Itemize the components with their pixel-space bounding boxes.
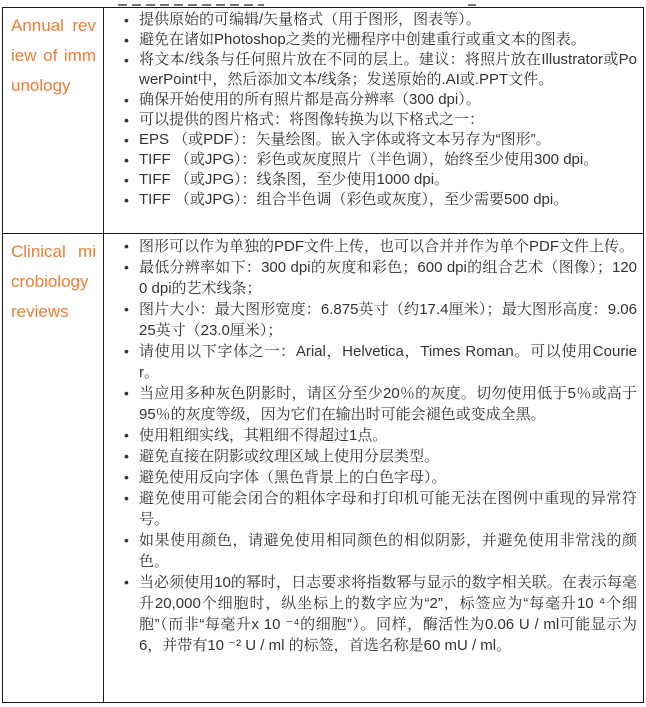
bullet-item: • 避免直接在阴影或纹理区域上使用分层类型。: [139, 446, 637, 467]
bullet-item: • 如果使用颜色，请避免使用相同颜色的相似阴影，并避免使用非常浅的颜色。: [139, 530, 637, 572]
bullet-item: • 避免在诸如Photoshop之类的光栅程序中创建重行或重文本的图表。: [139, 30, 637, 50]
bullet-item: • TIFF （或JPG）：彩色或灰度照片（半色调），始终至少使用300 dpi。: [139, 150, 637, 170]
bullet-item: • 当应用多种灰色阴影时，请区分至少20％的灰度。切勿使用低于5％或高于95％的灰度等级，因为它们在输出时可能会褪色或变成全黑。: [139, 383, 637, 425]
bullet-list: [104, 236, 637, 656]
bullet-item: • TIFF （或JPG）：组合半色调（彩色或灰度），至少需要500 dpi。: [139, 190, 637, 210]
bullet-item: • 最低分辨率如下：300 dpi的灰度和彩色；600 dpi的组合艺术（图像）；1200 dpi的艺术线条；: [139, 257, 637, 299]
requirements-cell: [104, 8, 643, 233]
clipped-previous-row: [2, 0, 643, 7]
bullet-item: • 避免使用反向字体（黑色背景上的白色字母）。: [139, 467, 637, 488]
table-row: [3, 8, 643, 233]
bullet-item: • 避免使用可能会闭合的粗体字母和打印机可能无法在图例中重现的异常符号。: [139, 488, 637, 530]
table-row: [3, 233, 643, 702]
journal-name-cell: Annual review of immunology: [3, 8, 104, 233]
bullet-item: • 请使用以下字体之一：Arial，Helvetica，Times Roman。可以使用Courier。: [139, 341, 637, 383]
bullet-list: [104, 10, 637, 210]
bullet-item: • 将文本/线条与任何照片放在不同的层上。建议：将照片放在Illustrator或PowerPoint中，然后添加文本/线条；发送原始的.AI或.PPT文件。: [139, 50, 637, 90]
bullet-item: • 使用粗细实线，其粗细不得超过1点。: [139, 425, 637, 446]
bullet-item: • TIFF （或JPG）：线条图，至少使用1000 dpi。: [139, 170, 637, 190]
clipped-text-fragment: [118, 4, 264, 6]
bullet-item: • EPS （或PDF）：矢量绘图。嵌入字体或将文本另存为“图形”。: [139, 130, 637, 150]
bullet-item: • 图片大小：最大图形宽度：6.875英寸（约17.4厘米）；最大图形高度：9.0625英寸（23.0厘米）；: [139, 299, 637, 341]
requirements-cell: [104, 234, 643, 702]
bullet-item: • 可以提供的图片格式：将图像转换为以下格式之一：: [139, 110, 637, 130]
bullet-item: • 图形可以作为单独的PDF文件上传，也可以合并并作为单个PDF文件上传。: [139, 236, 637, 257]
clipped-text-fragment: [468, 4, 476, 6]
bullet-item: • 提供原始的可编辑/矢量格式（用于图形，图表等）。: [139, 10, 637, 30]
bullet-item: • 当必须使用10的幂时，日志要求将指数幂与显示的数字相关联。在表示每毫升20,000个细胞时，纵坐标上的数字应为“2”，标签应为“每毫升10 ⁴个细胞”（而非“每毫升x 10 ⁻⁴的细胞”）。同样，酶活性为0.06 U / ml可能显示为6，并带有10 ⁻² U / ml 的标签，首选名称是60 mU / ml。: [139, 572, 637, 656]
journal-name-cell: Clinical microbiology reviews: [3, 234, 104, 702]
journal-figure-requirements-table: [2, 7, 644, 703]
bullet-item: • 确保开始使用的所有照片都是高分辨率（300 dpi）。: [139, 90, 637, 110]
